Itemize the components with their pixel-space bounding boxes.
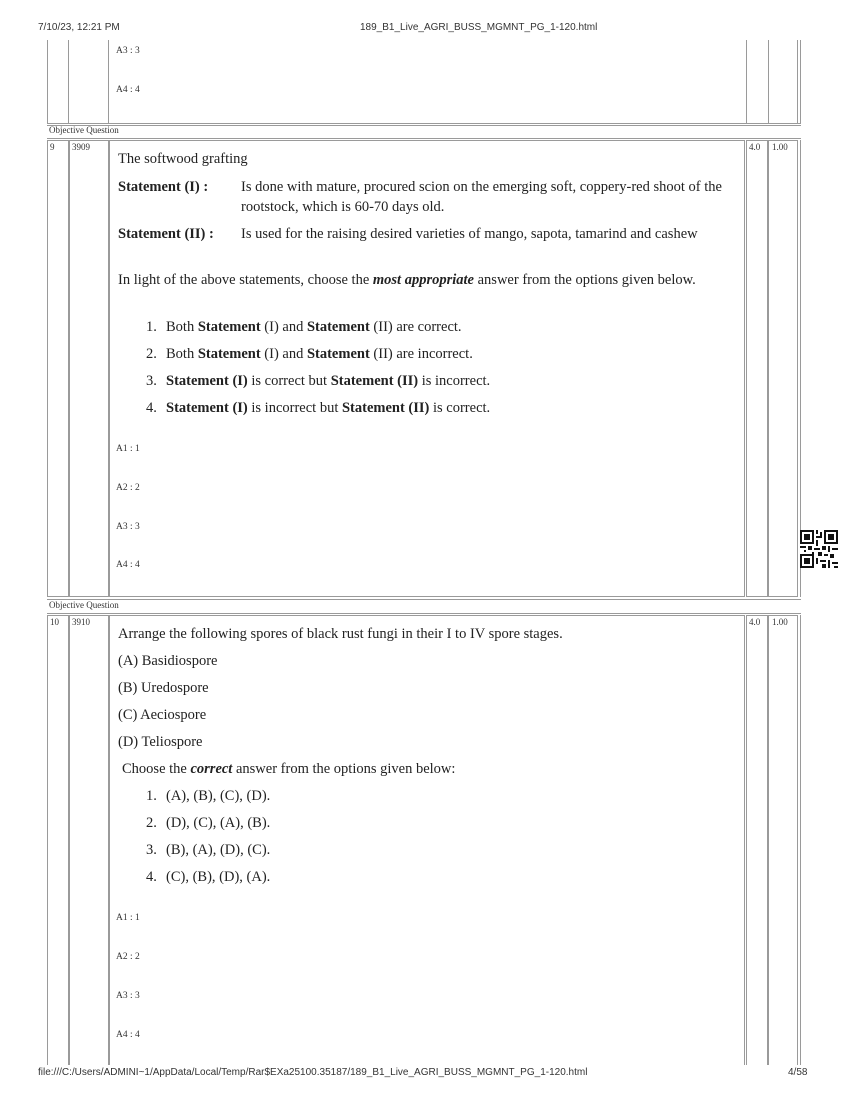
q10-answer-a2: A2 : 2 xyxy=(116,952,140,962)
section-label: Objective Question xyxy=(49,125,119,135)
statement-1-text: Is done with mature, procured scion on the emerging soft, coppery-red shoot of the rootstock, which is 60-70 days old. xyxy=(241,179,722,215)
q9-num-cell xyxy=(47,140,69,597)
q9-marks-cell xyxy=(746,140,768,597)
q10-title: Arrange the following spores of black rust fungi in their I to IV spore stages. xyxy=(118,626,563,642)
q9-negative-marks: 1.00 xyxy=(772,142,788,152)
table-border xyxy=(47,40,48,123)
q9-neg-cell xyxy=(768,140,798,597)
answer-a3: A3 : 3 xyxy=(116,46,140,56)
page-number: 4/58 xyxy=(788,1067,808,1078)
q10-num-cell xyxy=(47,615,69,1065)
q9-marks: 4.0 xyxy=(749,142,761,152)
section-label: Objective Question xyxy=(49,600,119,610)
table-border xyxy=(797,40,798,123)
table-border xyxy=(47,138,801,139)
statement-1-label: Statement (I) : xyxy=(118,179,209,195)
q10-neg-cell xyxy=(768,615,798,1065)
table-border xyxy=(47,599,801,600)
q10-negative-marks: 1.00 xyxy=(772,617,788,627)
print-datetime: 7/10/23, 12:21 PM xyxy=(38,22,120,33)
q10-option-2: 2. (D), (C), (A), (B). xyxy=(146,815,271,831)
q9-title: The softwood grafting xyxy=(118,151,248,167)
q9-option-3: 3. Statement (I) is correct but Statement (II) is incorrect. xyxy=(146,373,491,389)
q10-id: 3910 xyxy=(72,617,90,627)
q9-id-cell xyxy=(69,140,109,597)
print-file-path: file:///C:/Users/ADMINI~1/AppData/Local/Temp/Rar$EXa25100.35187/189_B1_Live_AGRI_BUSS_MGMNT_PG_1-120.html xyxy=(38,1067,588,1078)
q10-option-4: 4. (C), (B), (D), (A). xyxy=(146,869,271,885)
table-border xyxy=(800,615,801,1065)
q10-option-1: 1. (A), (B), (C), (D). xyxy=(146,788,271,804)
q10-answer-a4: A4 : 4 xyxy=(116,1030,140,1040)
q9-answer-a3: A3 : 3 xyxy=(116,522,140,532)
statement-2-text: Is used for the raising desired varieties of mango, sapota, tamarind and cashew xyxy=(241,226,698,242)
qr-code-icon xyxy=(800,530,838,568)
q9-option-4: 4. Statement (I) is incorrect but Statement (II) is correct. xyxy=(146,400,491,416)
q10-marks-cell xyxy=(746,615,768,1065)
statement-2-label: Statement (II) : xyxy=(118,226,214,242)
table-border xyxy=(68,40,69,123)
table-border xyxy=(108,40,109,123)
table-border xyxy=(746,40,747,123)
q9-answer-a2: A2 : 2 xyxy=(116,483,140,493)
q9-option-1: 1. Both Statement (I) and Statement (II) are correct. xyxy=(146,319,462,335)
q9-option-2: 2. Both Statement (I) and Statement (II) are incorrect. xyxy=(146,346,473,362)
q10-answer-a3: A3 : 3 xyxy=(116,991,140,1001)
q9-statement-1 xyxy=(118,177,738,217)
q10-item-a: (A) Basidiospore xyxy=(118,653,218,669)
q10-item-b: (B) Uredospore xyxy=(118,680,209,696)
answer-a4: A4 : 4 xyxy=(116,85,140,95)
q9-answer-a4: A4 : 4 xyxy=(116,560,140,570)
table-border xyxy=(800,40,801,123)
q9-id: 3909 xyxy=(72,142,90,152)
q9-statement-2 xyxy=(118,224,738,264)
table-border xyxy=(47,125,801,126)
q10-item-d: (D) Teliospore xyxy=(118,734,203,750)
q10-answer-a1: A1 : 1 xyxy=(116,913,140,923)
print-doc-title: 189_B1_Live_AGRI_BUSS_MGMNT_PG_1-120.html xyxy=(360,22,598,33)
table-border xyxy=(47,613,801,614)
q9-answer-a1: A1 : 1 xyxy=(116,444,140,454)
q10-item-c: (C) Aeciospore xyxy=(118,707,207,723)
table-border xyxy=(47,123,801,124)
q10-option-3: 3. (B), (A), (D), (C). xyxy=(146,842,271,858)
q10-id-cell xyxy=(69,615,109,1065)
table-border xyxy=(768,40,769,123)
q9-number: 9 xyxy=(50,142,55,152)
q10-marks: 4.0 xyxy=(749,617,761,627)
q9-prompt: In light of the above statements, choose the most appropriate answer from the options given below. xyxy=(118,272,696,288)
table-border xyxy=(800,140,801,597)
q10-number: 10 xyxy=(50,617,59,627)
q10-prompt: Choose the correct answer from the options given below: xyxy=(122,761,456,777)
